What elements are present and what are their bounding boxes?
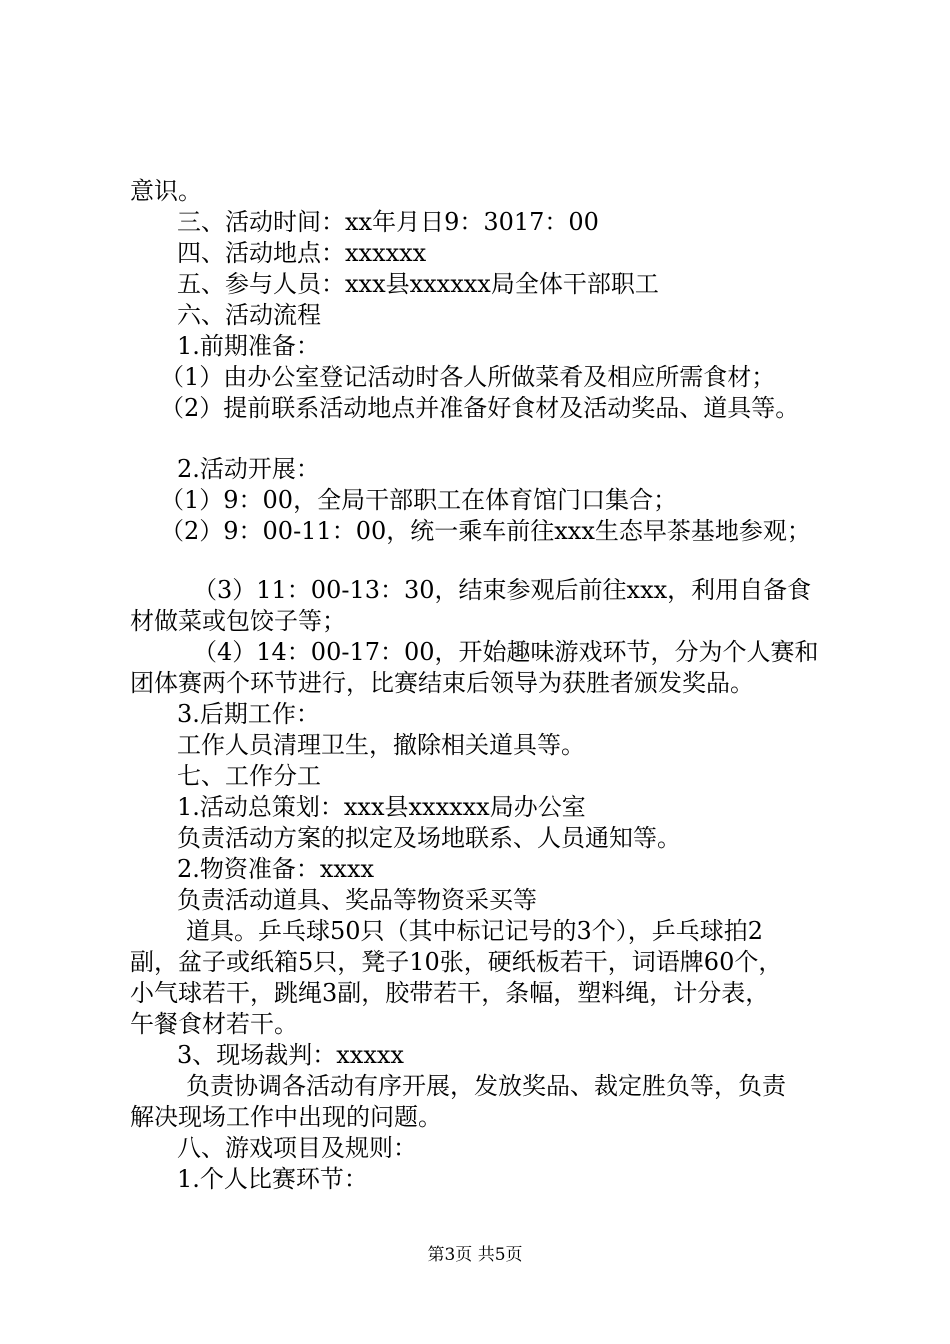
body-line: 负责协调各活动有序开展，发放奖品、裁定胜负等，负责 (186, 1072, 786, 1100)
body-line: （4）14：00-17：00，开始趣味游戏环节，分为个人赛和 (193, 638, 819, 666)
body-line: 午餐食材若干。 (130, 1010, 298, 1038)
body-line: （2）提前联系活动地点并准备好食材及活动奖品、道具等。 (160, 394, 800, 422)
section-heading-process: 六、活动流程 (177, 301, 321, 329)
subheading-preparation: 1.前期准备： (177, 332, 320, 360)
body-line: （1）由办公室登记活动时各人所做菜肴及相应所需食材； (160, 363, 776, 391)
body-line: （1）9：00，全局干部职工在体育馆门口集合； (160, 486, 678, 514)
subheading-followup: 3.后期工作： (177, 700, 320, 728)
page-number-footer: 第3页 共5页 (427, 1245, 523, 1265)
body-line: 意识。 (130, 177, 202, 205)
section-heading-division: 七、工作分工 (177, 762, 321, 790)
body-line: 副，盆子或纸箱5只，凳子10张，硬纸板若干，词语牌60个， (130, 948, 783, 976)
body-line: 道具。乒乓球50只（其中标记记号的3个），乒乓球拍2 (186, 917, 764, 945)
section-heading-time: 三、活动时间：xx年月日9：3017：00 (177, 208, 599, 236)
body-line: 解决现场工作中出现的问题。 (130, 1103, 442, 1131)
body-line: 工作人员清理卫生，撤除相关道具等。 (177, 731, 585, 759)
subheading-activities: 2.活动开展： (177, 455, 320, 483)
section-heading-participants: 五、参与人员：xxx县xxxxxx局全体干部职工 (177, 270, 659, 298)
section-heading-location: 四、活动地点：xxxxxx (177, 239, 427, 267)
body-line: 负责活动方案的拟定及场地联系、人员通知等。 (177, 824, 681, 852)
subheading-individual: 1.个人比赛环节： (177, 1165, 368, 1193)
subheading-referee: 3、现场裁判：xxxxx (177, 1041, 404, 1069)
body-line: （3）11：00-13：30，结束参观后前往xxx，利用自备食 (193, 576, 812, 604)
subheading-planning: 1.活动总策划：xxx县xxxxxx局办公室 (177, 793, 586, 821)
section-heading-games: 八、游戏项目及规则： (177, 1134, 417, 1162)
body-line: 小气球若干，跳绳3副，胶带若干，条幅，塑料绳，计分表， (130, 979, 770, 1007)
body-line: 负责活动道具、奖品等物资采买等 (177, 886, 537, 914)
subheading-supplies: 2.物资准备：xxxx (177, 855, 375, 883)
body-line: 材做菜或包饺子等； (130, 607, 346, 635)
body-line: （2）9：00-11：00，统一乘车前往xxx生态早茶基地参观； (160, 517, 811, 545)
body-line: 团体赛两个环节进行，比赛结束后领导为获胜者颁发奖品。 (130, 669, 754, 697)
